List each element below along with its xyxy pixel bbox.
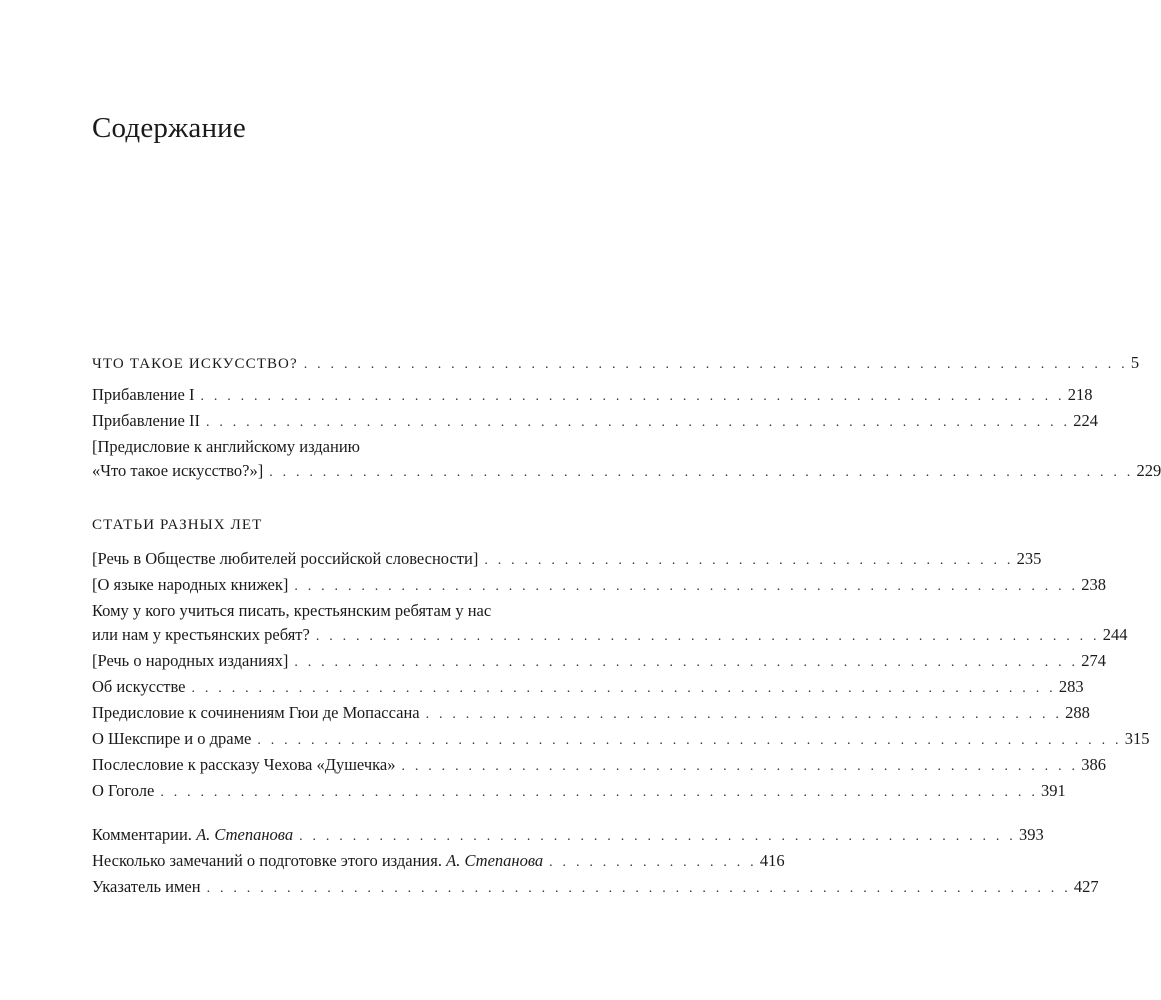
section-heading	[92, 512, 698, 542]
toc-entry-title: Прибавление I	[92, 385, 195, 404]
toc-entry-name-index[interactable]	[92, 874, 1099, 900]
dot-leader: . . . . . . . . . . . . . . . . . . . . . . . . . . . . . . . . . . . . . . . . . . . . . . . . . . . . . . . . . . . . . . . . .	[206, 881, 1071, 896]
toc-entry-title: ЧТО ТАКОЕ ИСКУССТВО?	[92, 356, 298, 372]
dot-leader: . . . . . . . . . . . . . . . . . . . . . . . . . . . . . . . . . . . . . . . . . . . . . . . . . . . . . . . . . . . . . . . . .	[269, 465, 1134, 480]
toc-entry-title-text: Комментарии.	[92, 825, 192, 844]
dot-leader: . . . . . . . . . . . . . . . . . . . . . . . . . . . . . . . . . . . . . . . . . . . . . . . . . . . . . . . . . . .	[294, 655, 1079, 670]
toc-entry-author: А. Степанова	[446, 851, 544, 870]
toc-entry-who-should-learn[interactable]	[92, 598, 1128, 648]
toc-page-number: 391	[1041, 781, 1066, 800]
toc-entry-title: Прибавление II	[92, 411, 200, 430]
toc-page-number: 386	[1081, 755, 1106, 774]
toc-entry-title: О Шекспире и о драме	[92, 729, 252, 748]
toc-entry-appendix-1[interactable]	[92, 382, 1093, 408]
dot-leader: . . . . . . . . . . . . . . . . . . . . . . . . . . . . . . . . . . . . . . . . . . . . . . . .	[425, 707, 1063, 722]
toc-entry-title-line-2: «Что такое искусство?»]	[92, 461, 264, 480]
dot-leader: . . . . . . . . . . . . . . . . . . . . . . . . . . . . . . . . . . . . . . . . . . . . . . . . . . . . . . . . . . . . . . . . . .	[160, 785, 1039, 800]
toc-entry-author: А. Степанова	[196, 825, 294, 844]
toc-entry-title: Указатель имен	[92, 877, 201, 896]
toc-page-number: 315	[1124, 729, 1150, 748]
toc-entry-shakespeare[interactable]	[92, 726, 1150, 752]
toc-page-number: 224	[1073, 411, 1099, 430]
toc-page-number: 244	[1102, 625, 1128, 644]
toc-entry-chekhov-afterword[interactable]	[92, 752, 1106, 778]
toc-page-number: 229	[1136, 461, 1161, 480]
section-heading-text: СТАТЬИ РАЗНЫХ ЛЕТ	[92, 517, 263, 533]
toc-entry-speech-society[interactable]	[92, 546, 1042, 572]
dot-leader: . . . . . . . . . . . . . . . . . . . . . . . . . . . . . . . . . . . . . . . . . . . . . . . . . . . . . . . . . . . . . .	[303, 357, 1128, 372]
page-title: Содержание	[92, 112, 246, 144]
toc-entry-title-line-1: Кому у кого учиться писать, крестьянским ребятам у нас	[92, 601, 492, 620]
toc-entry-title: [О языке народных книжек]	[92, 575, 289, 594]
toc-page-number: 235	[1016, 549, 1042, 568]
toc-page-number: 288	[1065, 703, 1090, 722]
toc-entry-title-line-2: или нам у крестьянских ребят?	[92, 625, 310, 644]
toc-entry-title: [Речь о народных изданиях]	[92, 651, 289, 670]
toc-page-number: 238	[1081, 575, 1106, 594]
toc-page-number: 274	[1081, 651, 1106, 670]
dot-leader: . . . . . . . . . . . . . . . . . . . . . . . . . . . . . . . . . . . . . . . .	[484, 553, 1014, 568]
toc-entry-folk-books-language[interactable]	[92, 572, 1106, 598]
toc-entry-title: Об искусстве	[92, 677, 186, 696]
toc-entry-what-is-art[interactable]	[92, 350, 1140, 376]
dot-leader: . . . . . . . . . . . . . . . . . . . . . . . . . . . . . . . . . . . . . . . . . . . . . . . . . . . . . . . . . . . . . . . . .	[257, 733, 1122, 748]
toc-entry-edition-notes[interactable]	[92, 848, 785, 874]
dot-leader: . . . . . . . . . . . . . . . . . . . . . . . . . . . . . . . . . . . . . . . . . . . . . . . . . . .	[401, 759, 1079, 774]
toc-entry-title: Послесловие к рассказу Чехова «Душечка»	[92, 755, 396, 774]
dot-leader: . . . . . . . . . . . . . . . . . . . . . . . . . . . . . . . . . . . . . . . . . . . . . . . . . . . . . . . . . . .	[294, 579, 1079, 594]
dot-leader: . . . . . . . . . . . . . . . . . . . . . . . . . . . . . . . . . . . . . . . . . . . . . . . . . . . . . .	[299, 829, 1017, 844]
dot-leader: . . . . . . . . . . . . . . . . . . . . . . . . . . . . . . . . . . . . . . . . . . . . . . . . . . . . . . . . . . . . . . . . .	[200, 389, 1065, 404]
toc-entry-title-line-1: [Предисловие к английскому изданию	[92, 437, 360, 456]
toc-entry-on-art[interactable]	[92, 674, 1084, 700]
table-of-contents	[92, 350, 1161, 900]
toc-page-number: 416	[759, 851, 785, 870]
dot-leader: . . . . . . . . . . . . . . . . . . . . . . . . . . . . . . . . . . . . . . . . . . . . . . . . . . . . . . . . . . .	[315, 629, 1100, 644]
toc-page-number: 427	[1073, 877, 1099, 896]
toc-entry-speech-folk-editions[interactable]	[92, 648, 1106, 674]
toc-page-number: 5	[1130, 353, 1140, 372]
dot-leader: . . . . . . . . . . . . . . . . . . . . . . . . . . . . . . . . . . . . . . . . . . . . . . . . . . . . . . . . . . . . . . . . .	[191, 681, 1056, 696]
toc-page-number: 393	[1019, 825, 1044, 844]
toc-entry-appendix-2[interactable]	[92, 408, 1099, 434]
toc-entry-title: Предисловие к сочинениям Гюи де Мопассана	[92, 703, 420, 722]
toc-entry-english-preface[interactable]	[92, 434, 1161, 484]
toc-entry-title	[92, 822, 293, 848]
toc-entry-title	[92, 848, 543, 874]
toc-entry-title-text: Несколько замечаний о подготовке этого издания.	[92, 851, 442, 870]
toc-page-number: 283	[1058, 677, 1084, 696]
toc-entry-title: [Речь в Обществе любителей российской словесности]	[92, 549, 479, 568]
toc-entry-gogol[interactable]	[92, 778, 1066, 804]
toc-entry-commentary[interactable]	[92, 822, 1044, 848]
toc-page-number: 218	[1067, 385, 1093, 404]
dot-leader: . . . . . . . . . . . . . . . . . . . . . . . . . . . . . . . . . . . . . . . . . . . . . . . . . . . . . . . . . . . . . . . . .	[205, 415, 1071, 430]
toc-entry-title: О Гоголе	[92, 781, 155, 800]
dot-leader: . . . . . . . . . . . . . . . .	[549, 855, 757, 870]
toc-entry-maupassant-preface[interactable]	[92, 700, 1090, 726]
